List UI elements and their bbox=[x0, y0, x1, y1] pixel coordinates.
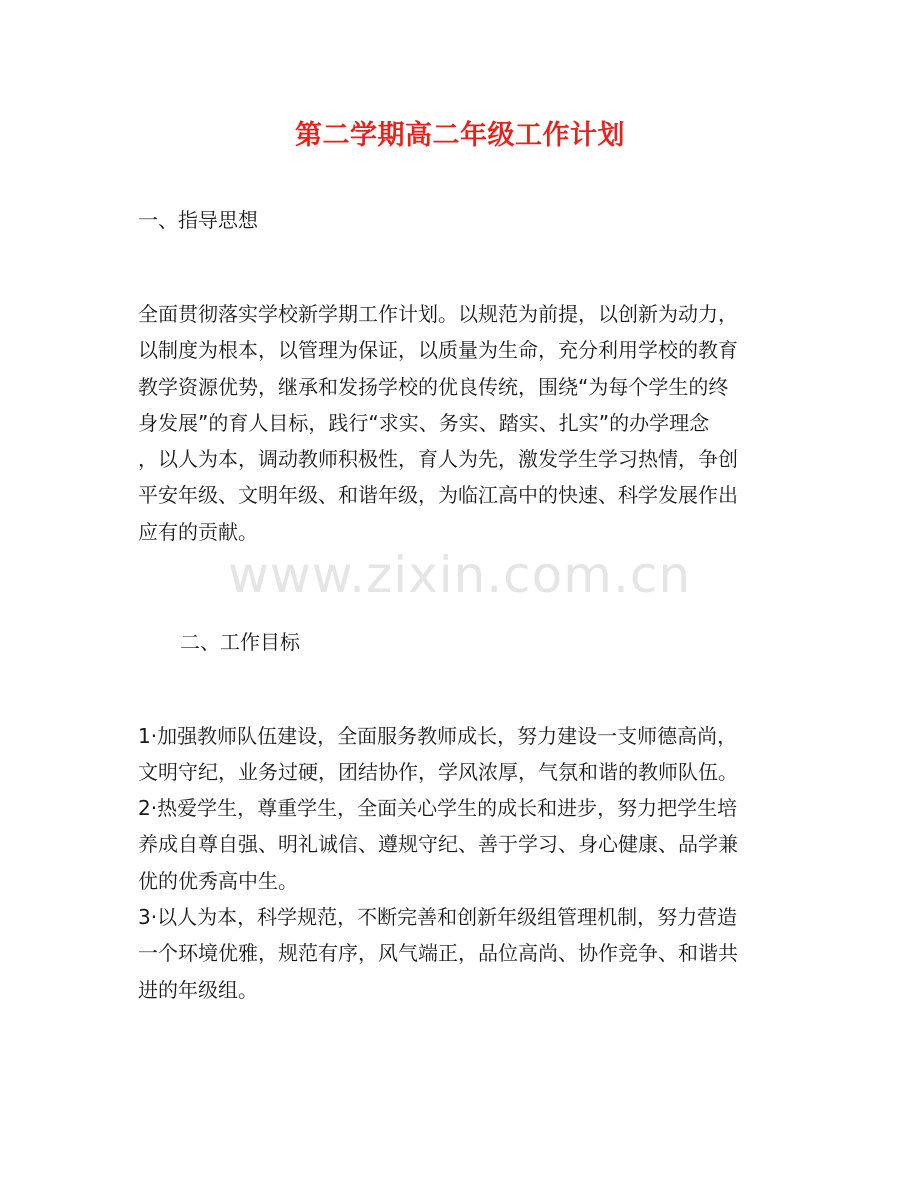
paragraph-line: 应有的贡献。 bbox=[138, 519, 258, 544]
paragraph-line: 教学资源优势，继承和发扬学校的优良传统，围绕“为每个学生的终 bbox=[138, 374, 729, 399]
document-title: 第二学期高二年级工作计划 bbox=[295, 120, 625, 151]
paragraph-line: 一个环境优雅，规范有序，风气端正，品位高尚、协作竞争、和谐共 bbox=[138, 941, 738, 966]
paragraph-line: 身发展”的育人目标，践行“求实、务实、踏实、扎实”的办学理念 bbox=[138, 410, 710, 435]
section1-paragraph bbox=[138, 296, 788, 550]
paragraph-line: 养成自尊自强、明礼诚信、遵规守纪、善于学习、身心健康、品学兼 bbox=[138, 832, 738, 857]
goal-item-1 bbox=[138, 718, 788, 791]
watermark: www.zixin.com.cn bbox=[228, 546, 692, 604]
paragraph-line: 文明守纪，业务过硬，团结协作，学风浓厚，气氛和谐的教师队伍。 bbox=[138, 760, 738, 785]
section-heading-guiding-ideology: 一、指导思想 bbox=[138, 208, 258, 232]
paragraph-line: 3·以人为本，科学规范，不断完善和创新年级组管理机制，努力营造 bbox=[138, 905, 738, 929]
section-heading-work-goals: 二、工作目标 bbox=[180, 630, 300, 654]
paragraph-line: 2·热爱学生，尊重学生，全面关心学生的成长和进步，努力把学生培 bbox=[138, 796, 738, 820]
paragraph-line: ，以人为本，调动教师积极性，育人为先，激发学生学习热情，争创 bbox=[138, 447, 738, 472]
goal-item-2 bbox=[138, 790, 788, 899]
paragraph-line: 平安年级、文明年级、和谐年级，为临江高中的快速、科学发展作出 bbox=[138, 483, 738, 508]
paragraph-line: 全面贯彻落实学校新学期工作计划。以规范为前提，以创新为动力， bbox=[138, 302, 738, 326]
goal-item-3 bbox=[138, 899, 788, 1008]
paragraph-line: 优的优秀高中生。 bbox=[138, 868, 298, 893]
paragraph-line: 以制度为根本，以管理为保证，以质量为生命，充分利用学校的教育 bbox=[138, 338, 738, 363]
paragraph-line: 进的年级组。 bbox=[138, 977, 258, 1002]
paragraph-line: 1·加强教师队伍建设，全面服务教师成长，努力建设一支师德高尚， bbox=[138, 724, 738, 748]
